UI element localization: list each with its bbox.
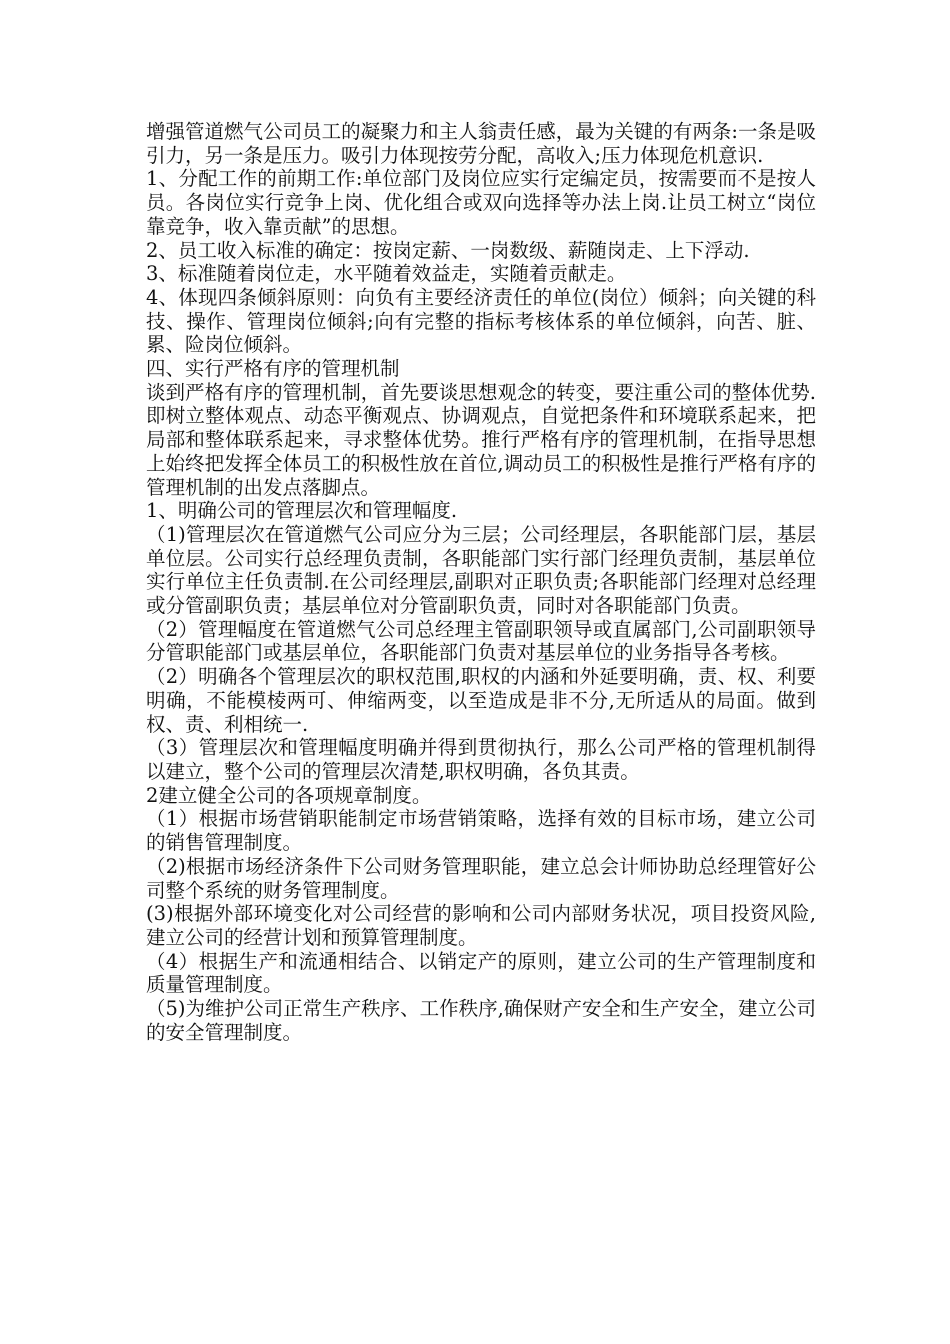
paragraph-item-3: 3、标准随着岗位走，水平随着效益走，实随着贡献走。 — [146, 262, 627, 286]
paragraph-1-1: （1)管理层次在管道燃气公司应分为三层；公司经理层，各职能部门层，基层单位层。公司实行总经理负责制，各职能部门实行部门经理负责制，基层单位实行单位主任负责制.在公司经理层,副职对正职负责;各职能部门经理对总经理或分管副职负责；基层单位对分管副职负责，同时对各职能部门负责。 — [146, 522, 816, 618]
paragraph-2-4: （4）根据生产和流通相结合、以销定产的原则，建立公司的生产管理制度和质量管理制度。 — [146, 949, 816, 997]
paragraph-1-3: （3）管理层次和管理幅度明确并得到贯彻执行，那么公司严格的管理机制得以建立，整个公司的管理层次清楚,职权明确，各负其责。 — [146, 736, 816, 783]
paragraph-1-2b: （2）明确各个管理层次的职权范围,职权的内涵和外延要明确，责、权、利要明确，不能模棱两可、伸缩两变，以至造成是非不分,无所适从的局面。做到权、责、利相统一. — [146, 665, 816, 736]
paragraph-2-3: (3)根据外部环境变化对公司经营的影响和公司内部财务状况，项目投资风险,建立公司的经营计划和预算管理制度。 — [146, 902, 816, 949]
paragraph-item-1: 1、分配工作的前期工作:单位部门及岗位应实行定编定员，按需要而不是按人员。各岗位实行竞争上岗、优化组合或双向选择等办法上岗.让员工树立“岗位靠竞争，收入靠贡献”的思想。 — [146, 167, 816, 238]
paragraph-item-4: 4、体现四条倾斜原则：向负有主要经济责任的单位(岗位）倾斜；向关键的科技、操作、管理岗位倾斜;向有完整的指标考核体系的单位倾斜，向苦、脏、累、险岗位倾斜。 — [146, 285, 816, 357]
paragraph-section-intro: 谈到严格有序的管理机制，首先要谈思想观念的转变，要注重公司的整体优势.即树立整体观点、动态平衡观点、协调观点，自觉把条件和环境联系起来，把局部和整体联系起来，寻求整体优势。推行严格有序的管理机制，在指导思想上始终把发挥全体员工的积极性放在首位,调动员工的积极性是推行严格有序的管理机制的出发点落脚点。 — [146, 380, 816, 499]
subheading-2: 2建立健全公司的各项规章制度。 — [146, 783, 432, 807]
paragraph-intro: 增强管道燃气公司员工的凝聚力和主人翁责任感，最为关键的有两条:一条是吸引力，另一条是压力。吸引力体现按劳分配，高收入;压力体现危机意识. — [146, 120, 816, 167]
section-heading-4: 四、实行严格有序的管理机制 — [146, 357, 400, 381]
subheading-1: 1、明确公司的管理层次和管理幅度. — [146, 499, 458, 523]
paragraph-2-1: （1）根据市场营销职能制定市场营销策略，选择有效的目标市场，建立公司的销售管理制度。 — [146, 807, 816, 855]
document-body — [146, 120, 816, 1044]
paragraph-2-5: （5)为维护公司正常生产秩序、工作秩序,确保财产安全和生产安全，建立公司的安全管理制度。 — [146, 997, 816, 1044]
paragraph-2-2: （2)根据市场经济条件下公司财务管理职能，建立总会计师协助总经理管好公司整个系统的财务管理制度。 — [146, 854, 816, 902]
paragraph-1-2: （2）管理幅度在管道燃气公司总经理主管副职领导或直属部门,公司副职领导分管职能部门或基层单位，各职能部门负责对基层单位的业务指导各考核。 — [146, 617, 816, 665]
paragraph-item-2: 2、员工收入标准的确定：按岗定薪、一岗数级、薪随岗走、上下浮动. — [146, 238, 750, 262]
